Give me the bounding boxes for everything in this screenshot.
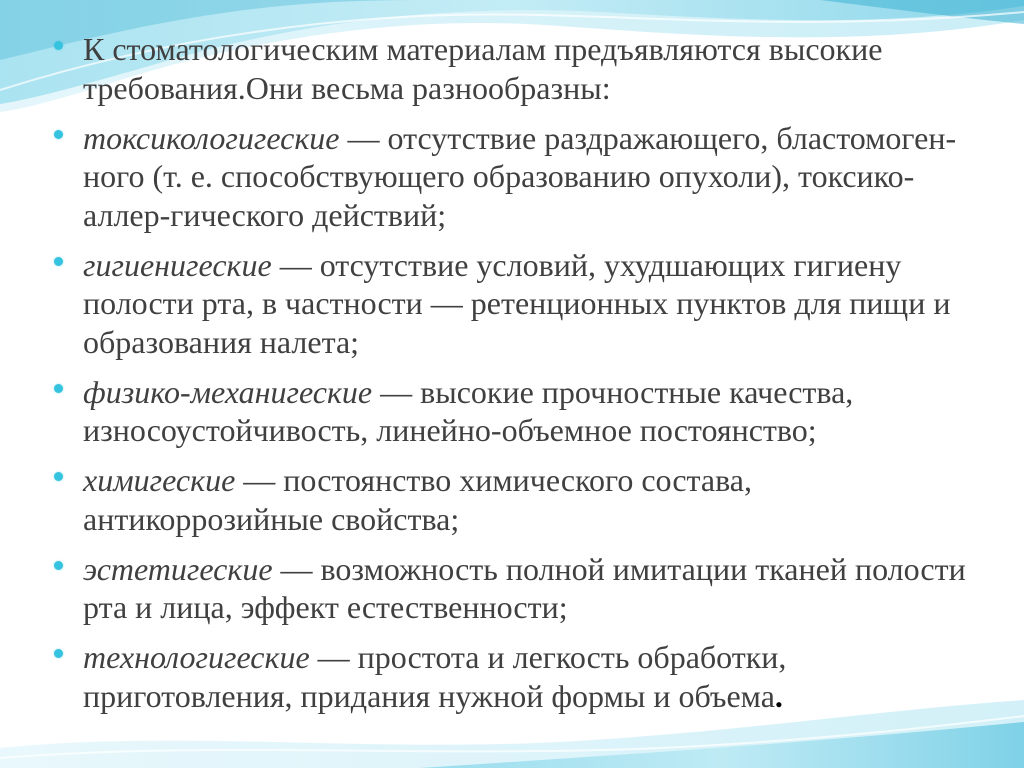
bullet-icon bbox=[54, 384, 63, 393]
item-end-period: . bbox=[774, 677, 783, 714]
item-description: — возможность полной имитации тканей полости рта и лица, эффект естественности; bbox=[83, 550, 966, 625]
item-description: — постоянство химического состава, антикоррозийные свойства; bbox=[83, 462, 752, 537]
bullet-icon bbox=[54, 130, 63, 139]
list-item-technological bbox=[52, 638, 982, 715]
item-term: гигиенигеские bbox=[83, 246, 272, 283]
list-item-chemical bbox=[52, 461, 982, 538]
list-item-intro bbox=[52, 30, 982, 107]
item-term: технологигеские bbox=[83, 639, 310, 675]
bullet-icon bbox=[54, 561, 63, 570]
item-description: — отсутствие раздражающего, бластомоген-ного (т. е. способствующего образованию опухоли), токсико-аллер-гического действий; bbox=[83, 119, 957, 233]
bullet-icon bbox=[54, 41, 63, 50]
item-term: токсикологигеские bbox=[83, 119, 340, 156]
item-term: физико-механигеские bbox=[83, 373, 373, 410]
bullet-list bbox=[52, 30, 982, 727]
item-description: — отсутствие условий, ухудшающих гигиену полости рта, в частности — ретенционных пунктов для пищи и образования налета; bbox=[83, 246, 951, 360]
list-item-physico-mechanical bbox=[52, 373, 982, 450]
list-item-hygienic bbox=[52, 246, 982, 362]
bullet-icon bbox=[54, 649, 63, 658]
list-item-aesthetic bbox=[52, 550, 982, 627]
item-term: эстетигеские bbox=[83, 550, 273, 587]
item-description: — простота и легкость обработки, приготовления, придания нужной формы и объема bbox=[83, 639, 787, 714]
intro-text: К стоматологическим материалам предъявляются высокие требования.Они весьма разнообразны: bbox=[83, 31, 883, 106]
bullet-icon bbox=[54, 257, 63, 266]
item-description: — высокие прочностные качества, износоустойчивость, линейно-объемное постоянство; bbox=[83, 373, 854, 448]
item-term: химигеские bbox=[83, 462, 236, 498]
list-item-toxicological bbox=[52, 119, 982, 235]
bullet-icon bbox=[54, 472, 63, 481]
